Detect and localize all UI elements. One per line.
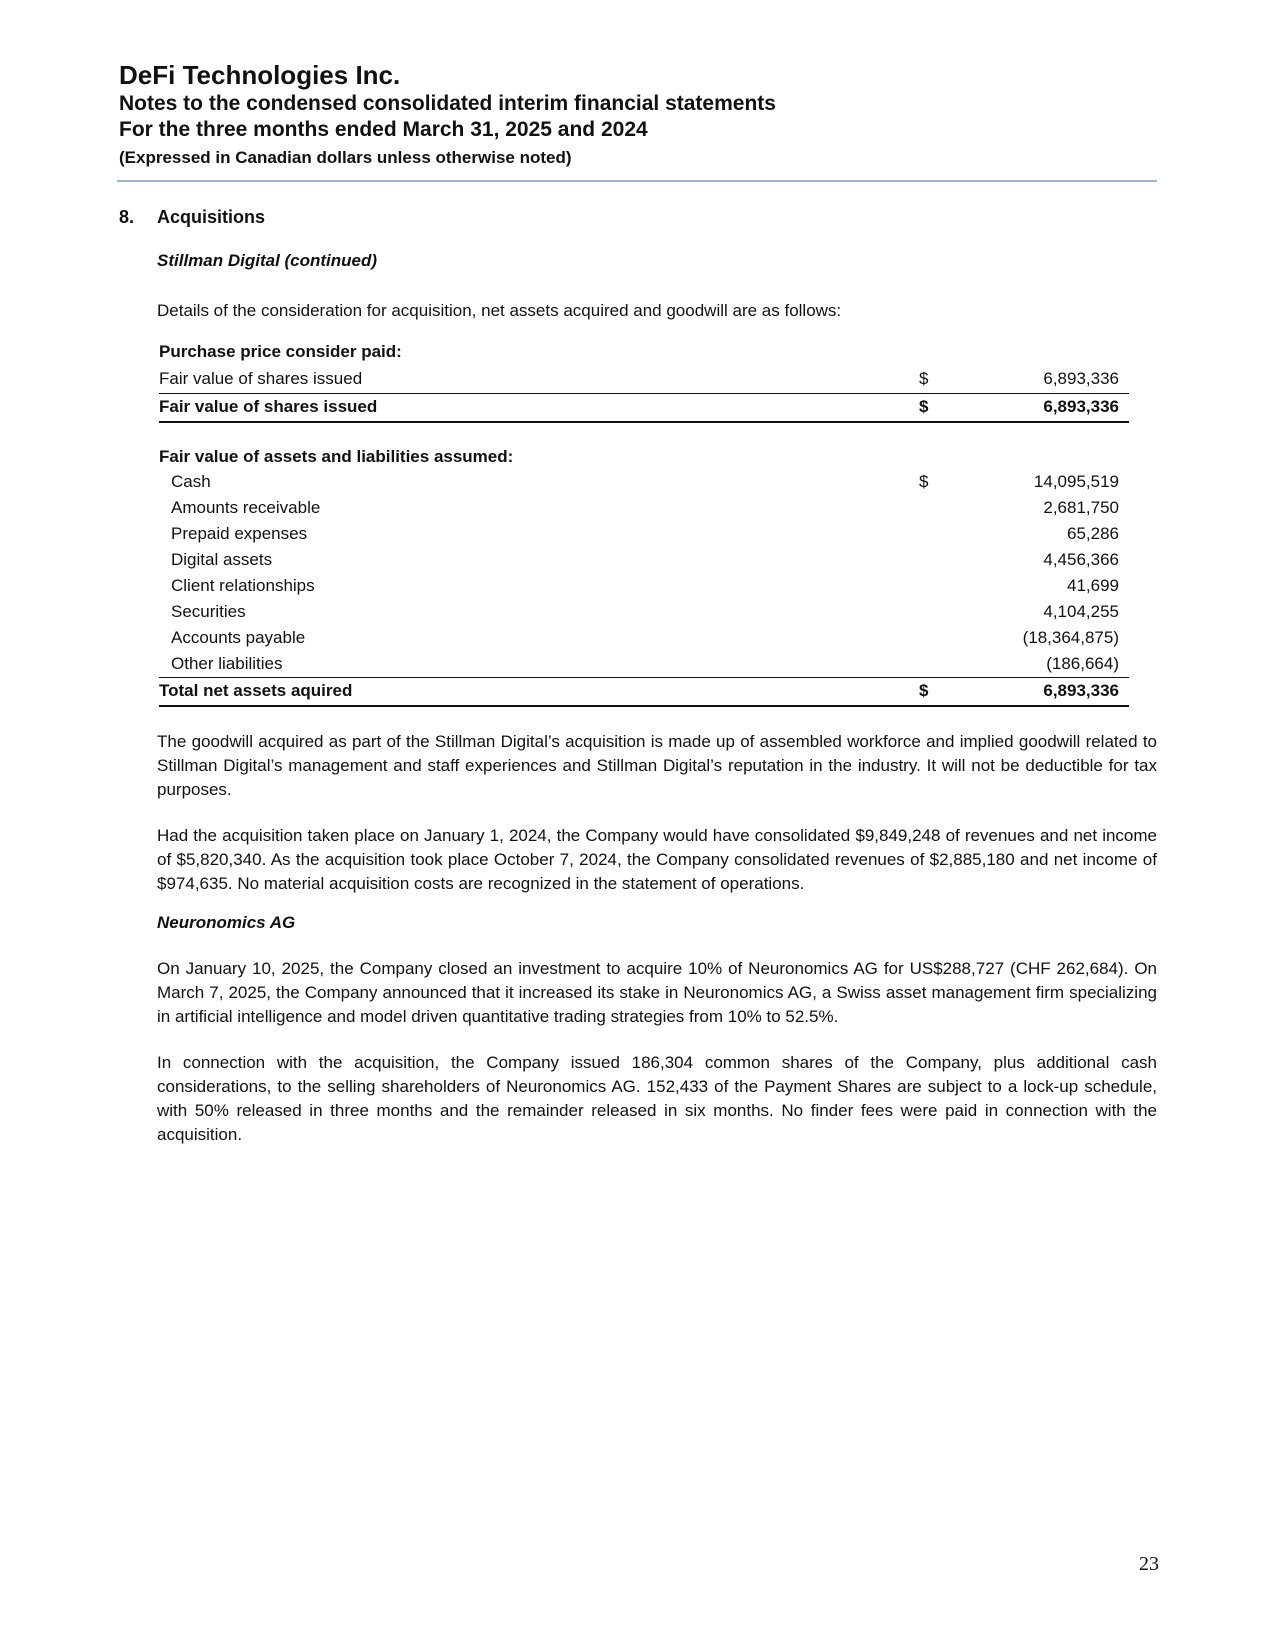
row-currency: $ bbox=[919, 369, 929, 388]
statement-period: For the three months ended March 31, 2025 and 2024 bbox=[119, 118, 648, 141]
purchase-total-row bbox=[159, 394, 1129, 423]
assets-heading-row bbox=[159, 447, 1129, 469]
table-row bbox=[159, 366, 1129, 394]
row-label: Digital assets bbox=[171, 550, 273, 569]
pro-forma-paragraph: Had the acquisition taken place on January 1, 2024, the Company would have consolidated $9,849,248 of revenues and net income of $5,820,340. As the acquisition took place October 7, 2024, the Company consolidated revenues of $2,885,180 and net income of $974,635. No material acquisition costs are recognized in the statement of operations. bbox=[157, 826, 1157, 893]
row-amount: (18,364,875) bbox=[1022, 628, 1119, 647]
assets-liabilities-table bbox=[159, 447, 1129, 707]
row-currency: $ bbox=[919, 472, 929, 491]
total-amount: 6,893,336 bbox=[1043, 681, 1119, 700]
subsection-neuronomics: Neuronomics AG bbox=[157, 913, 296, 932]
table-row bbox=[159, 651, 1129, 678]
neuronomics-shares-paragraph: In connection with the acquisition, the Company issued 186,304 common shares of the Company, plus additional cash considerations, to the selling shareholders of Neuronomics AG. 152,433 of the Payment Shares are subject to a lock-up schedule, with 50% released in three months and the remainder released in six months. No finder fees were paid in connection with the acquisition. bbox=[157, 1053, 1157, 1144]
header-divider bbox=[117, 180, 1157, 182]
section-title: Acquisitions bbox=[157, 207, 266, 227]
table-row bbox=[159, 495, 1129, 521]
row-label: Client relationships bbox=[171, 576, 315, 595]
goodwill-paragraph: The goodwill acquired as part of the Stillman Digital’s acquisition is made up of assembled workforce and implied goodwill related to Stillman Digital’s management and staff experiences and Stillman Digital’s reputation in the industry. It will not be deductible for tax purposes. bbox=[157, 732, 1157, 799]
row-amount: 4,456,366 bbox=[1043, 550, 1119, 569]
assets-heading: Fair value of assets and liabilities assumed: bbox=[159, 447, 514, 466]
table-row bbox=[159, 573, 1129, 599]
total-label: Total net assets aquired bbox=[159, 681, 353, 700]
table-row bbox=[159, 599, 1129, 625]
total-currency: $ bbox=[919, 397, 929, 416]
total-currency: $ bbox=[919, 681, 929, 700]
row-amount: 2,681,750 bbox=[1043, 498, 1119, 517]
table-row bbox=[159, 625, 1129, 651]
row-amount: 4,104,255 bbox=[1043, 602, 1119, 621]
row-label: Accounts payable bbox=[171, 628, 306, 647]
row-amount: 41,699 bbox=[1067, 576, 1119, 595]
section-number: 8. bbox=[119, 207, 135, 227]
row-label: Amounts receivable bbox=[171, 498, 321, 517]
purchase-heading: Purchase price consider paid: bbox=[159, 342, 402, 361]
assets-total-row bbox=[159, 678, 1129, 707]
neuronomics-investment-paragraph: On January 10, 2025, the Company closed an investment to acquire 10% of Neuronomics AG for US$288,727 (CHF 262,684). On March 7, 2025, the Company announced that it increased its stake in Neuronomics AG, a Swiss asset management firm specializing in artificial intelligence and model driven quantitative trading strategies from 10% to 52.5%. bbox=[157, 959, 1157, 1026]
row-amount: 14,095,519 bbox=[1033, 472, 1119, 491]
company-name: DeFi Technologies Inc. bbox=[119, 60, 401, 90]
row-amount: (186,664) bbox=[1046, 654, 1119, 673]
row-label: Securities bbox=[171, 602, 246, 621]
row-amount: 65,286 bbox=[1067, 524, 1119, 543]
table-row bbox=[159, 469, 1129, 495]
total-amount: 6,893,336 bbox=[1043, 397, 1119, 416]
table-row bbox=[159, 521, 1129, 547]
subsection-stillman: Stillman Digital (continued) bbox=[157, 251, 378, 270]
row-amount: 6,893,336 bbox=[1043, 369, 1119, 388]
row-label: Fair value of shares issued bbox=[159, 369, 363, 388]
table-row bbox=[159, 547, 1129, 573]
page-number: 23 bbox=[1139, 1553, 1159, 1575]
total-label: Fair value of shares issued bbox=[159, 397, 378, 416]
currency-note: (Expressed in Canadian dollars unless otherwise noted) bbox=[119, 148, 572, 167]
row-label: Other liabilities bbox=[171, 654, 283, 673]
statement-title: Notes to the condensed consolidated interim financial statements bbox=[119, 92, 776, 115]
row-label: Cash bbox=[171, 472, 211, 491]
purchase-price-table bbox=[159, 342, 1129, 423]
purchase-heading-row bbox=[159, 342, 1129, 366]
row-label: Prepaid expenses bbox=[171, 524, 308, 543]
intro-text: Details of the consideration for acquisition, net assets acquired and goodwill are as follows: bbox=[157, 301, 842, 320]
